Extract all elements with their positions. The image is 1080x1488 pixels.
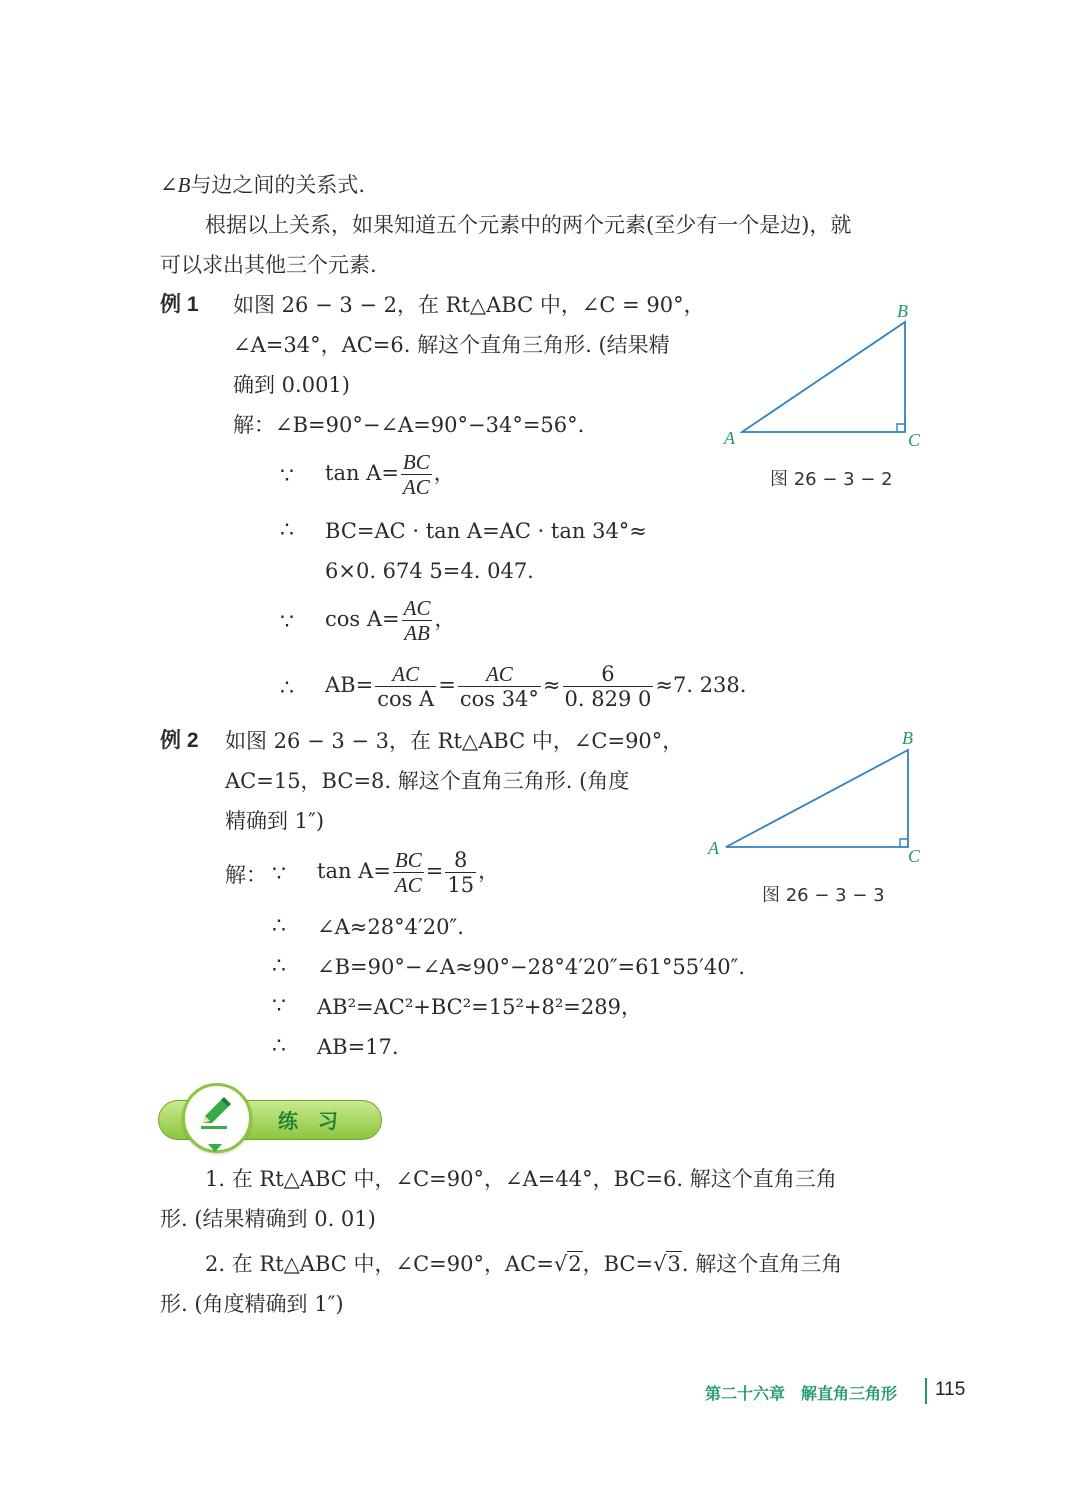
- therefore-symbol: ∴: [272, 1034, 286, 1059]
- intro-line-2: 根据以上关系，如果知道五个元素中的两个元素(至少有一个是边)，就: [205, 213, 852, 237]
- example-1-line-3: 确到 0.001): [233, 373, 350, 397]
- example-1-step-1: tan A= $\frac{BC}{AC}$ ，: [325, 450, 455, 499]
- because-symbol: ∵: [280, 610, 294, 635]
- because-symbol: ∵: [272, 994, 286, 1019]
- example-1-step-4: AB= $\frac{AC}{\text{cos A}}$ = $\frac{AC}{\cos 34^\circ}$ ≈ $\frac{6}{0. 829 0}$ ≈7. 238.: [325, 662, 747, 711]
- example-2-step-1: tan A= $\frac{BC}{AC}$ = $\frac{8}{15}$ ，: [317, 848, 500, 897]
- pencil-icon: [195, 1093, 235, 1133]
- because-symbol: ∵: [272, 862, 286, 887]
- fraction: $\frac{AC}{AB}$: [403, 596, 431, 645]
- vertex-c-label: C: [908, 846, 921, 866]
- exercise-q2-line-2: 形. (角度精确到 1″): [160, 1292, 344, 1316]
- figure-26-3-3: [700, 723, 940, 868]
- therefore-symbol: ∴: [280, 518, 294, 543]
- exercise-title: 练 习: [278, 1109, 338, 1133]
- fraction: $\frac{BC}{AC}$: [394, 848, 422, 897]
- vertex-b-label: B: [897, 301, 908, 321]
- vertex-b-label: B: [902, 728, 913, 748]
- example-2-line-3: 精确到 1″): [225, 809, 325, 833]
- exercise-q2-line-1: 2. 在 Rt△ABC 中，∠C=90°，AC=√2，BC=√3. 解这个直角三角: [205, 1252, 843, 1276]
- example-1-step-2: BC=AC · tan A=AC · tan 34°≈: [325, 519, 647, 543]
- fraction: $\frac{AC}{\cos 34^\circ}$: [459, 662, 539, 711]
- exercise-q1-line-2: 形. (结果精确到 0. 01): [160, 1207, 376, 1231]
- page-number: 115: [935, 1379, 966, 1400]
- exercise-q1-line-1: 1. 在 Rt△ABC 中，∠C=90°，∠A=44°，BC=6. 解这个直角三角: [205, 1167, 837, 1191]
- example-2-sol-prefix: 解：: [225, 863, 267, 887]
- therefore-symbol: ∴: [280, 676, 294, 701]
- example-2-label: 例 2: [160, 729, 199, 752]
- footer-divider: [925, 1378, 927, 1404]
- example-2-step-3: ∠B=90°−∠A≈90°−28°4′20″=61°55′40″.: [317, 955, 746, 979]
- example-1-solution-1: 解：∠B=90°−∠A=90°−34°=56°.: [233, 413, 585, 437]
- example-1-step-2b: 6×0. 674 5=4. 047.: [325, 559, 534, 583]
- example-2-step-4: AB²=AC²+BC²=15²+8²=289，: [317, 995, 642, 1019]
- example-2-line-1: 如图 26 − 3 − 3，在 Rt△ABC 中，∠C=90°，: [225, 729, 684, 753]
- therefore-symbol: ∴: [272, 914, 286, 939]
- example-1-step-3: cos A= $\frac{AC}{AB}$ ，: [325, 596, 456, 645]
- vertex-c-label: C: [908, 430, 921, 450]
- vertex-a-label: A: [708, 838, 719, 858]
- intro-line-1: ∠B与边之间的关系式.: [160, 173, 366, 197]
- fraction: $\frac{BC}{AC}$: [402, 450, 430, 499]
- figure-26-3-2: [715, 295, 935, 455]
- intro-line-3: 可以求出其他三个元素.: [160, 253, 377, 277]
- angle-b-symbol: ∠B: [160, 173, 191, 197]
- example-2-step-2: ∠A≈28°4′20″.: [317, 915, 464, 939]
- example-2-line-2: AC=15，BC=8. 解这个直角三角形. (角度: [225, 769, 630, 793]
- vertex-a-label: A: [724, 428, 735, 448]
- example-1-label: 例 1: [160, 293, 199, 316]
- fraction: $\frac{8}{15}$: [447, 848, 475, 897]
- example-2-step-5: AB=17.: [317, 1035, 399, 1059]
- therefore-symbol: ∴: [272, 954, 286, 979]
- exercise-banner: [158, 1097, 380, 1143]
- example-1-line-1: 如图 26 − 3 − 2，在 Rt△ABC 中，∠C = 90°，: [233, 293, 705, 317]
- figure-caption: 图 26 − 3 − 3: [762, 885, 885, 906]
- fraction: $\frac{6}{0. 829 0}$: [564, 662, 652, 711]
- figure-caption: 图 26 − 3 − 2: [770, 469, 893, 490]
- chapter-title: 第二十六章 解直角三角形: [705, 1384, 898, 1403]
- example-1-line-2: ∠A=34°，AC=6. 解这个直角三角形. (结果精: [233, 333, 670, 357]
- because-symbol: ∵: [280, 464, 294, 489]
- fraction: $\frac{AC}{\text{cos A}}$: [377, 662, 435, 711]
